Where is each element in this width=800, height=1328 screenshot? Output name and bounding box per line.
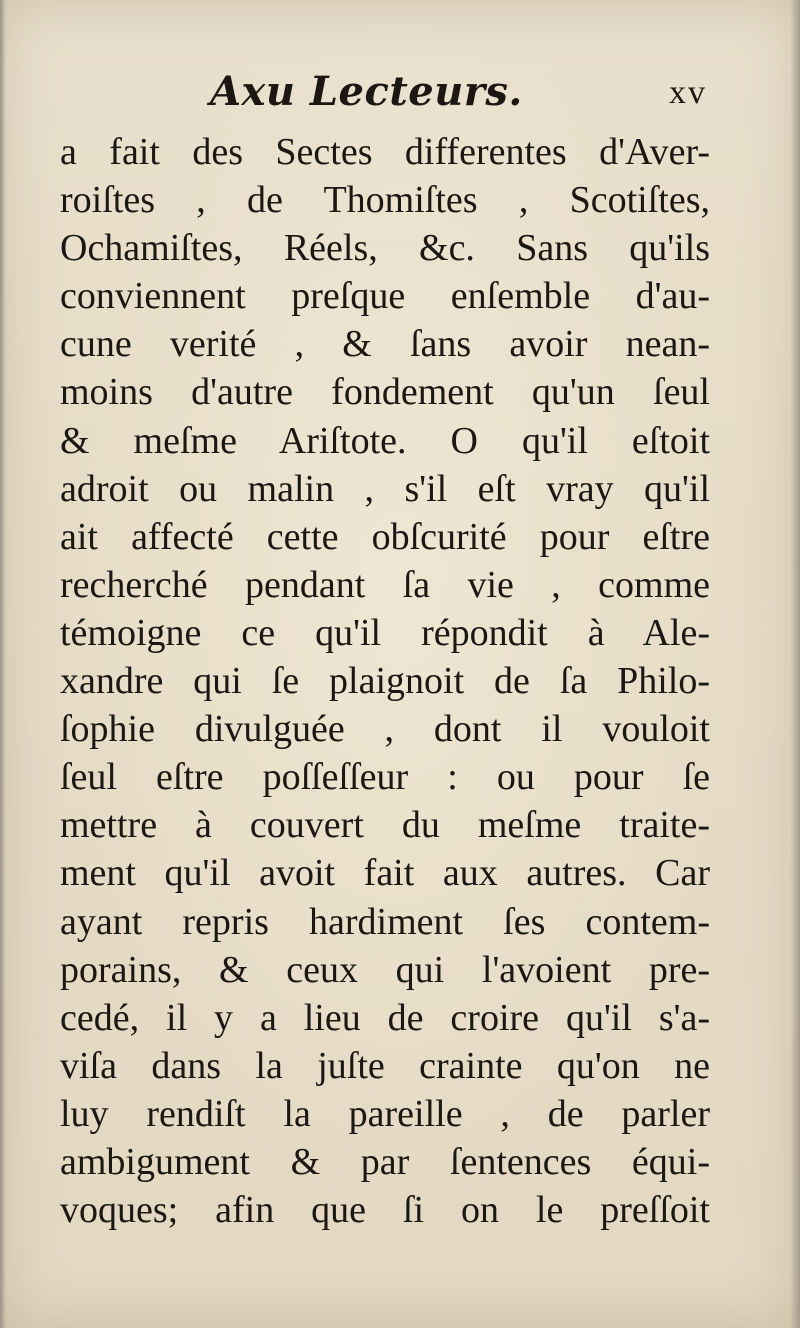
text-line: ait affecté cette obſcurité pour eſtre	[60, 515, 710, 558]
page-right-edge	[790, 0, 800, 1328]
text-line: moins d'autre fondement qu'un ſeul	[60, 371, 710, 414]
text-line: & meſme Ariſtote. O qu'il eſtoit	[60, 419, 710, 462]
text-line: mettre à couvert du meſme traite-	[60, 804, 710, 847]
text-line: ambigument & par ſentences équi-	[60, 1140, 710, 1183]
text-line: témoigne ce qu'il répondit à Ale-	[60, 611, 710, 654]
text-line: Ochamiſtes, Réels, &c. Sans qu'ils	[60, 227, 710, 270]
text-line: a fait des Sectes differentes d'Aver-	[60, 131, 710, 173]
running-head: Axu Lecteurs.	[210, 68, 523, 115]
text-line: conviennent preſque enſemble d'au-	[60, 275, 710, 318]
page-left-edge	[0, 0, 6, 1328]
text-line: recherché pendant ſa vie , comme	[60, 563, 710, 606]
text-line: ſeul eſtre poſſeſſeur : ou pour ſe	[60, 756, 710, 799]
text-line: cedé, il y a lieu de croire qu'il s'a-	[60, 996, 710, 1039]
page-number: xv	[669, 74, 707, 111]
text-line: cune verité , & ſans avoir nean-	[60, 323, 710, 366]
text-line: viſa dans la juſte crainte qu'on ne	[60, 1044, 710, 1087]
text-line: ayant repris hardiment ſes contem-	[60, 900, 710, 943]
text-line: xandre qui ſe plaignoit de ſa Philo-	[60, 660, 710, 703]
text-line: ment qu'il avoit fait aux autres. Car	[60, 852, 710, 895]
page-header	[60, 68, 715, 124]
text-line: roiſtes , de Thomiſtes , Scotiſtes,	[60, 179, 710, 222]
body-text	[60, 128, 710, 1234]
text-line: ſophie divulguée , dont il vouloit	[60, 708, 710, 751]
text-line: porains, & ceux qui l'avoient pre-	[60, 948, 710, 991]
text-line: luy rendiſt la pareille , de parler	[60, 1092, 710, 1135]
text-line: adroit ou malin , s'il eſt vray qu'il	[60, 467, 710, 510]
text-line: voques; afin que ſi on le preſſoit	[60, 1189, 710, 1232]
